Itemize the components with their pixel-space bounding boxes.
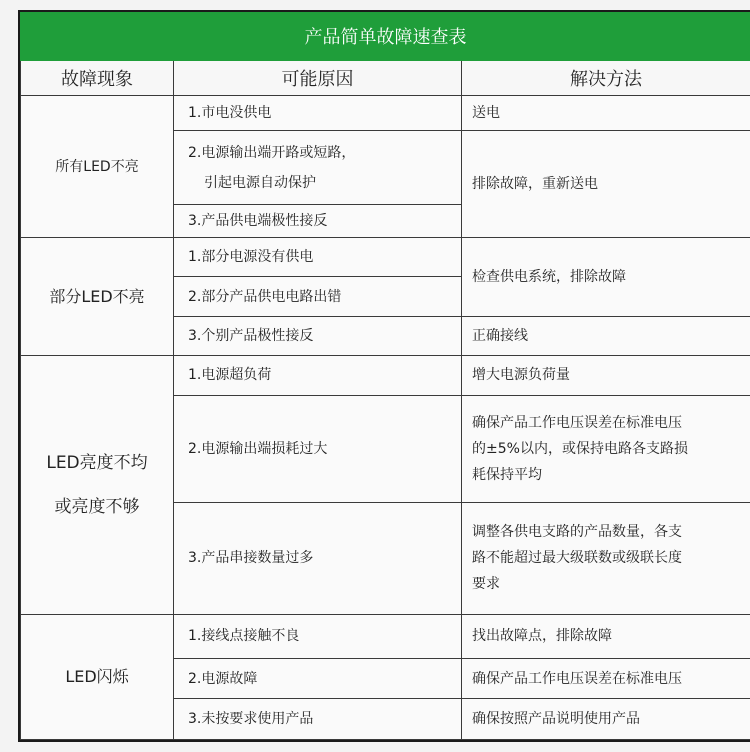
cause-line: 2.电源输出端开路或短路，: [188, 144, 356, 161]
cause-cell: 1.市电没供电: [174, 95, 462, 130]
header-symptom: 故障现象: [21, 60, 174, 95]
title-row: [21, 13, 750, 61]
cause-cell: 3.产品串接数量过多: [174, 503, 462, 614]
cause-cell: 1.电源超负荷: [174, 355, 462, 395]
header-row: [21, 60, 750, 95]
fault-table: [20, 12, 750, 740]
solution-line: 调整各供电支路的产品数量，各支: [472, 524, 682, 541]
solution-cell: 确保产品工作电压误差在标准电压: [462, 659, 750, 699]
solution-line: 耗保持平均: [472, 467, 542, 484]
solution-cell: 正确接线: [462, 317, 750, 355]
cause-cell: 3.未按要求使用产品: [174, 699, 462, 740]
solution-cell: 确保按照产品说明使用产品: [462, 699, 750, 740]
symptom-line: 或亮度不够: [54, 496, 140, 517]
cause-cell: 1.部分电源没有供电: [174, 238, 462, 276]
symptom-cell: LED闪烁: [21, 614, 174, 739]
table-row: [21, 614, 750, 658]
symptom-line: LED亮度不均: [46, 452, 148, 473]
symptom-cell: 部分LED不亮: [21, 238, 174, 355]
cause-line: 引起电源自动保护: [204, 174, 316, 191]
solution-line: 要求: [472, 576, 500, 593]
cause-cell: 2.电源输出端损耗过大: [174, 396, 462, 503]
cause-cell: 1.接线点接触不良: [174, 614, 462, 658]
solution-cell: 找出故障点，排除故障: [462, 614, 750, 658]
table-row: [21, 238, 750, 276]
solution-line: 路不能超过最大级联数或级联长度: [472, 550, 682, 567]
cause-cell: 2.电源故障: [174, 659, 462, 699]
solution-cell: 送电: [462, 95, 750, 130]
solution-cell: 检查供电系统，排除故障: [462, 238, 750, 317]
table-row: [21, 95, 750, 130]
table-title: 产品简单故障速查表: [21, 13, 750, 61]
solution-line: 确保产品工作电压误差在标准电压: [472, 415, 682, 432]
symptom-cell: 所有LED不亮: [21, 95, 174, 238]
cause-cell: 3.个别产品极性接反: [174, 317, 462, 355]
solution-cell: 排除故障，重新送电: [462, 131, 750, 238]
header-solution: 解决方法: [462, 60, 750, 95]
cause-cell: 2.部分产品供电电路出错: [174, 276, 462, 316]
cause-cell: [174, 131, 462, 205]
cause-cell: 3.产品供电端极性接反: [174, 205, 462, 238]
solution-cell: [462, 503, 750, 614]
solution-line: 的±5%以内，或保持电路各支路损: [472, 441, 688, 458]
symptom-cell: [21, 355, 174, 614]
header-cause: 可能原因: [174, 60, 462, 95]
solution-cell: [462, 396, 750, 503]
solution-cell: 增大电源负荷量: [462, 355, 750, 395]
table-row: [21, 355, 750, 395]
